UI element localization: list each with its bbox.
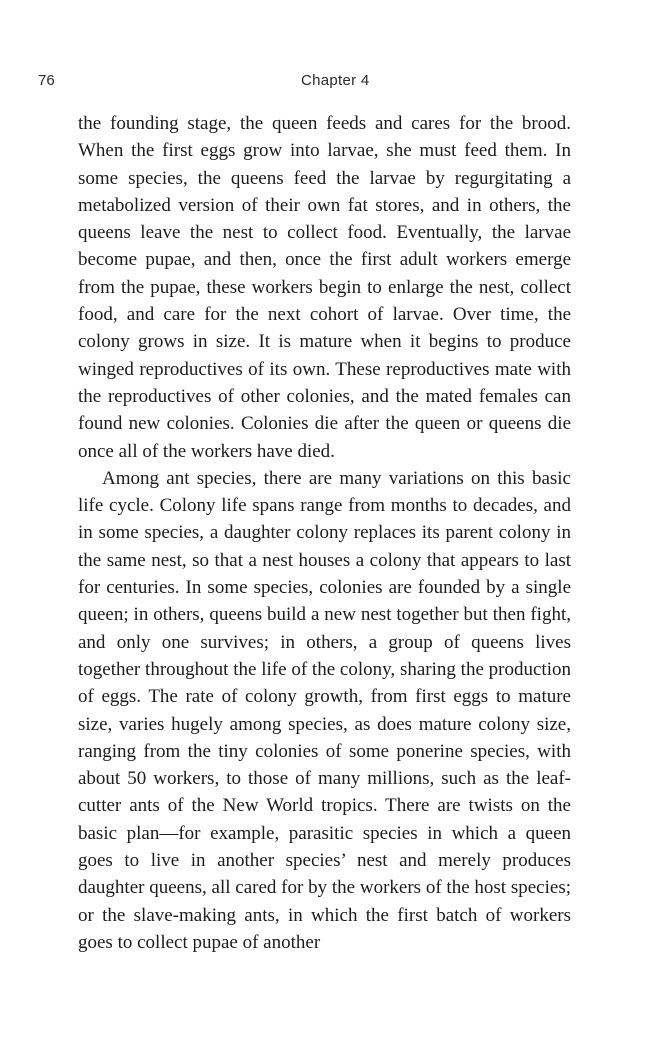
- paragraph-continued: the founding stage, the queen feeds and cares for the brood. When the first eggs grow into larvae, she must feed them. In some species, the queens feed the larvae by regurgitating a metabolized version of their own fat stores, and in others, the queens leave the nest to collect food. Eventually, the larvae become pupae, and then, once the first adult workers emerge from the pupae, these workers begin to enlarge the nest, collect food, and care for the next cohort of larvae. Over time, the colony grows in size. It is mature when it begins to produce winged reproductives of its own. These reproductives mate with the reproductives of other colonies, and the mated females can found new colonies. Colonies die after the queen or queens die once all of the workers have died.: [78, 113, 571, 462]
- paragraph: Among ant species, there are many variations on this basic life cycle. Colony life spans range from months to decades, and in some species, a daughter colony replaces its parent colony in the same nest, so that a nest houses a colony that appears to last for centuries. In some species, colonies are founded by a single queen; in others, queens build a new nest together but then fight, and only one survives; in others, a group of queens lives together throughout the life of the colony, sharing the production of eggs. The rate of colony growth, from first eggs to mature size, varies hugely among species, as does mature colony size, ranging from the tiny colonies of some ponerine species, with about 50 workers, to those of many millions, such as the leaf-cutter ants of the New World tropics. There are twists on the basic plan—for example, parasitic species in which a queen goes to live in another species’ nest and merely produces daughter queens, all cared for by the workers of the host species; or the slave-making ants, in which the first batch of workers goes to collect pupae of another: [78, 467, 571, 953]
- page-number: 76: [38, 72, 55, 89]
- body-text: [78, 110, 571, 956]
- chapter-label: Chapter 4: [301, 72, 370, 89]
- running-head: [38, 72, 570, 92]
